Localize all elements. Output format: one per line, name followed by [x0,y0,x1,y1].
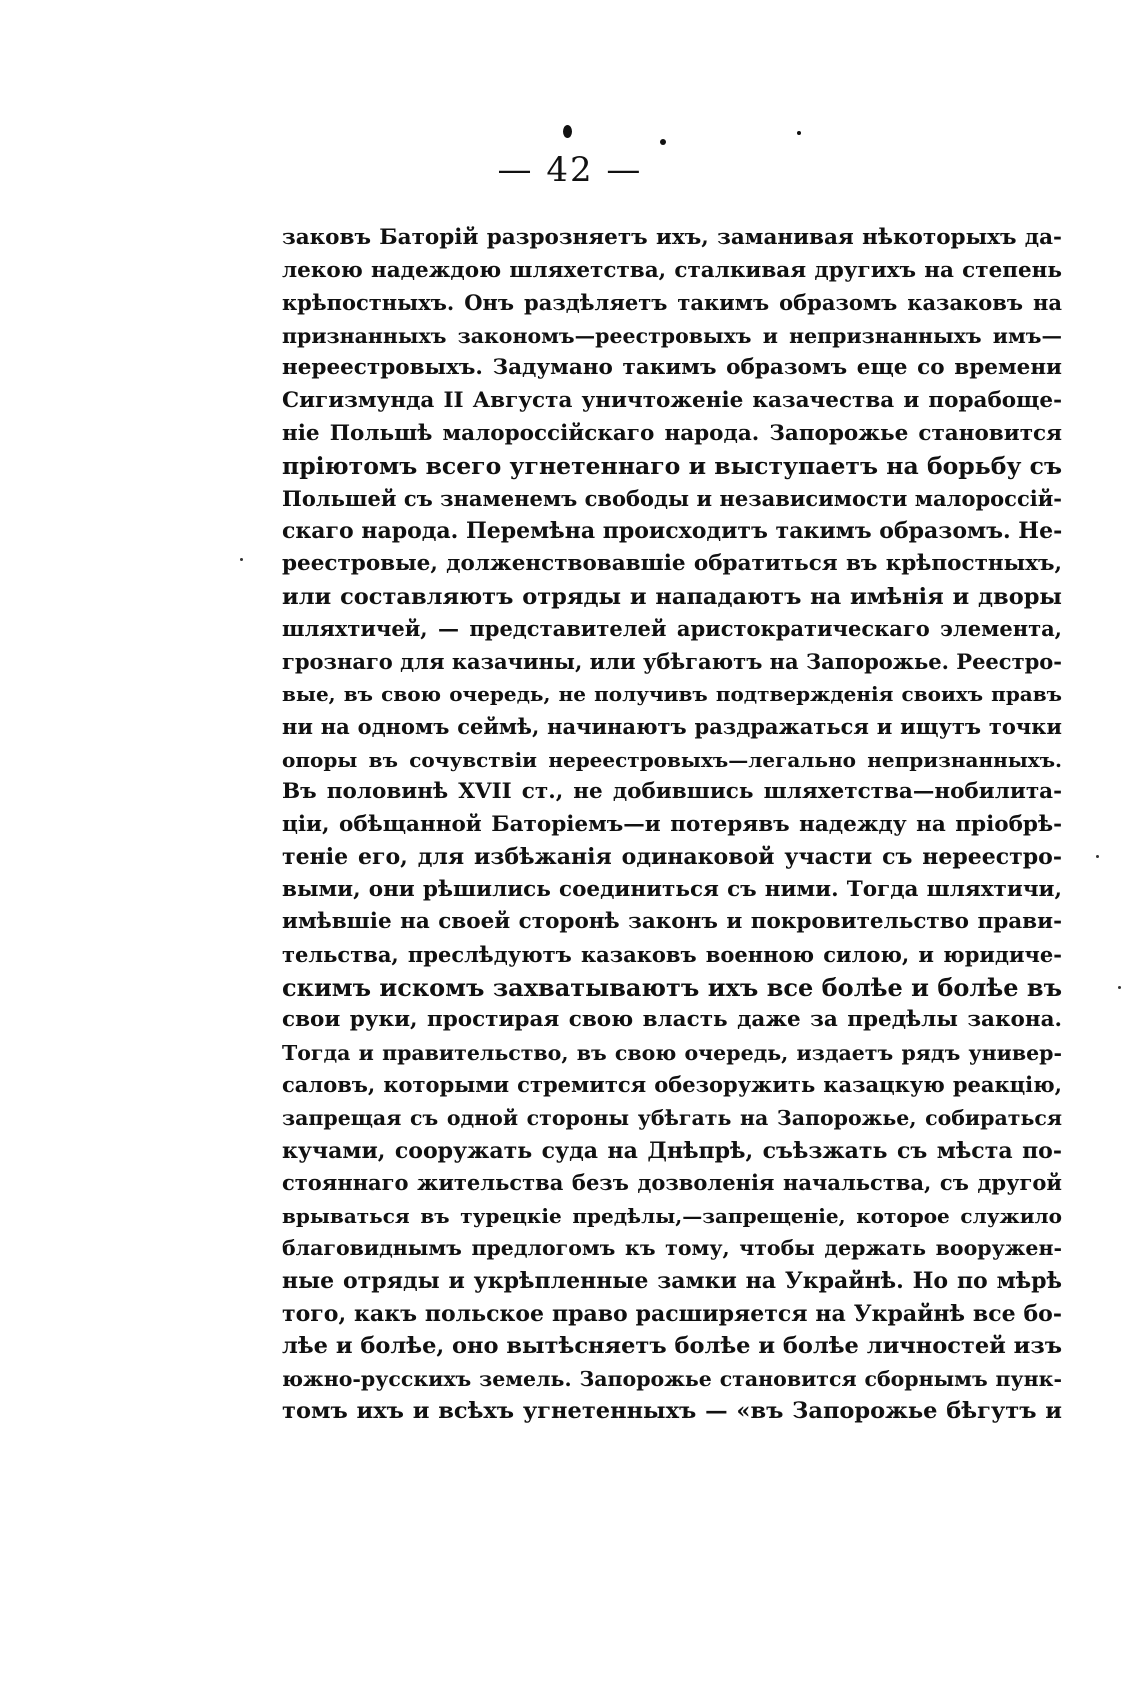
text-line: ные отряды и укрѣпленные замки на Украйнѣ. Но по мѣрѣ [282,1268,1062,1294]
text-line: тельства, преслѣдуютъ казаковъ военною силою, и юридиче- [282,942,1062,968]
text-line: опоры въ сочувствіи нереестровыхъ—легально непризнанныхъ. [282,747,1062,772]
text-line: или составляютъ отряды и нападаютъ на имѣнія и дворы [282,583,1062,610]
text-line: ціи, обѣщанной Баторіемъ—и потерявъ надежду на пріобрѣ- [282,811,1062,837]
text-line: скаго народа. Перемѣна происходитъ такимъ образомъ. Не- [282,518,1063,545]
ink-speck [797,131,801,135]
text-line: скимъ искомъ захватываютъ ихъ все болѣе и болѣе въ [282,972,1062,1002]
body-text [282,222,1062,1428]
text-line: врываться въ турецкіе предѣлы,—запрещеніе, которое служило [282,1203,1062,1228]
text-line: томъ ихъ и всѣхъ угнетенныхъ — «въ Запорожье бѣгутъ и [282,1398,1062,1425]
text-line: грознаго для казачины, или убѣгаютъ на Запорожье. Реестро- [282,648,1062,674]
text-line: южно-русскихъ земель. Запорожье становится сборнымъ пунк- [282,1366,1062,1391]
ink-speck [240,558,243,561]
text-line: нереестровыхъ. Задумано такимъ образомъ еще со времени [282,355,1062,381]
text-line: вые, въ свою очередь, не получивъ подтвержденія своихъ правъ [282,682,1062,707]
text-line: шляхтичей, — представителей аристократическаго элемента, [282,616,1062,642]
text-line: Въ половинѣ XVII ст., не добившись шляхетства—нобилита- [282,779,1062,805]
text-line: имѣвшіе на своей сторонѣ законъ и покровительство прави- [282,909,1062,935]
text-line: стояннаго жительства безъ дозволенія начальства, съ другой [282,1170,1062,1196]
text-line: Тогда и правительство, въ свою очередь, издаетъ рядъ универ- [282,1040,1062,1065]
text-line: кучами, сооружать суда на Днѣпрѣ, съѣзжать съ мѣста по- [282,1137,1062,1164]
text-line: крѣпостныхъ. Онъ раздѣляетъ такимъ образомъ казаковъ на [282,290,1062,316]
ink-speck [1096,855,1099,858]
text-line: лекою надеждою шляхетства, сталкивая другихъ на степень [282,257,1062,283]
text-line: Сигизмунда II Августа уничтоженіе казачества и порабоще- [282,387,1062,413]
ink-speck [1118,986,1121,989]
page-number: — 42 — [497,150,643,190]
text-line: благовиднымъ предлогомъ къ тому, чтобы держать вооружен- [282,1236,1062,1261]
text-line: пріютомъ всего угнетеннаго и выступаетъ на борьбу съ [282,452,1062,481]
text-line: заковъ Баторій разрозняетъ ихъ, заманивая нѣкоторыхъ да- [282,225,1062,250]
text-line: Польшей съ знаменемъ свободы и независимости малороссій- [282,485,1062,511]
ink-speck [660,139,666,145]
text-line: запрещая съ одной стороны убѣгать на Запорожье, собираться [282,1106,1062,1131]
text-line: ніе Польшѣ малороссійскаго народа. Запорожье становится [282,420,1062,446]
text-line: теніе его, для избѣжанія одинаковой участи съ нереестро- [282,844,1062,871]
text-line: ни на одномъ сеймѣ, начинаютъ раздражаться и ищутъ точки [282,713,1062,739]
text-line: лѣе и болѣе, оно вытѣсняетъ болѣе и болѣе личностей изъ [282,1333,1062,1360]
text-line: выми, они рѣшились соединиться съ ними. Тогда шляхтичи, [282,876,1062,902]
text-line: признанныхъ закономъ—реестровыхъ и непризнанныхъ имъ— [282,323,1062,348]
text-line: свои руки, простирая свою власть даже за предѣлы закона. [282,1007,1062,1033]
ink-speck [563,125,572,138]
text-line: реестровые, долженствовавшіе обратиться въ крѣпостныхъ, [282,550,1062,576]
text-line: того, какъ польское право расширяется на Украйнѣ все бо- [282,1300,1062,1327]
text-line: саловъ, которыми стремится обезоружить казацкую реакцію, [282,1072,1062,1098]
